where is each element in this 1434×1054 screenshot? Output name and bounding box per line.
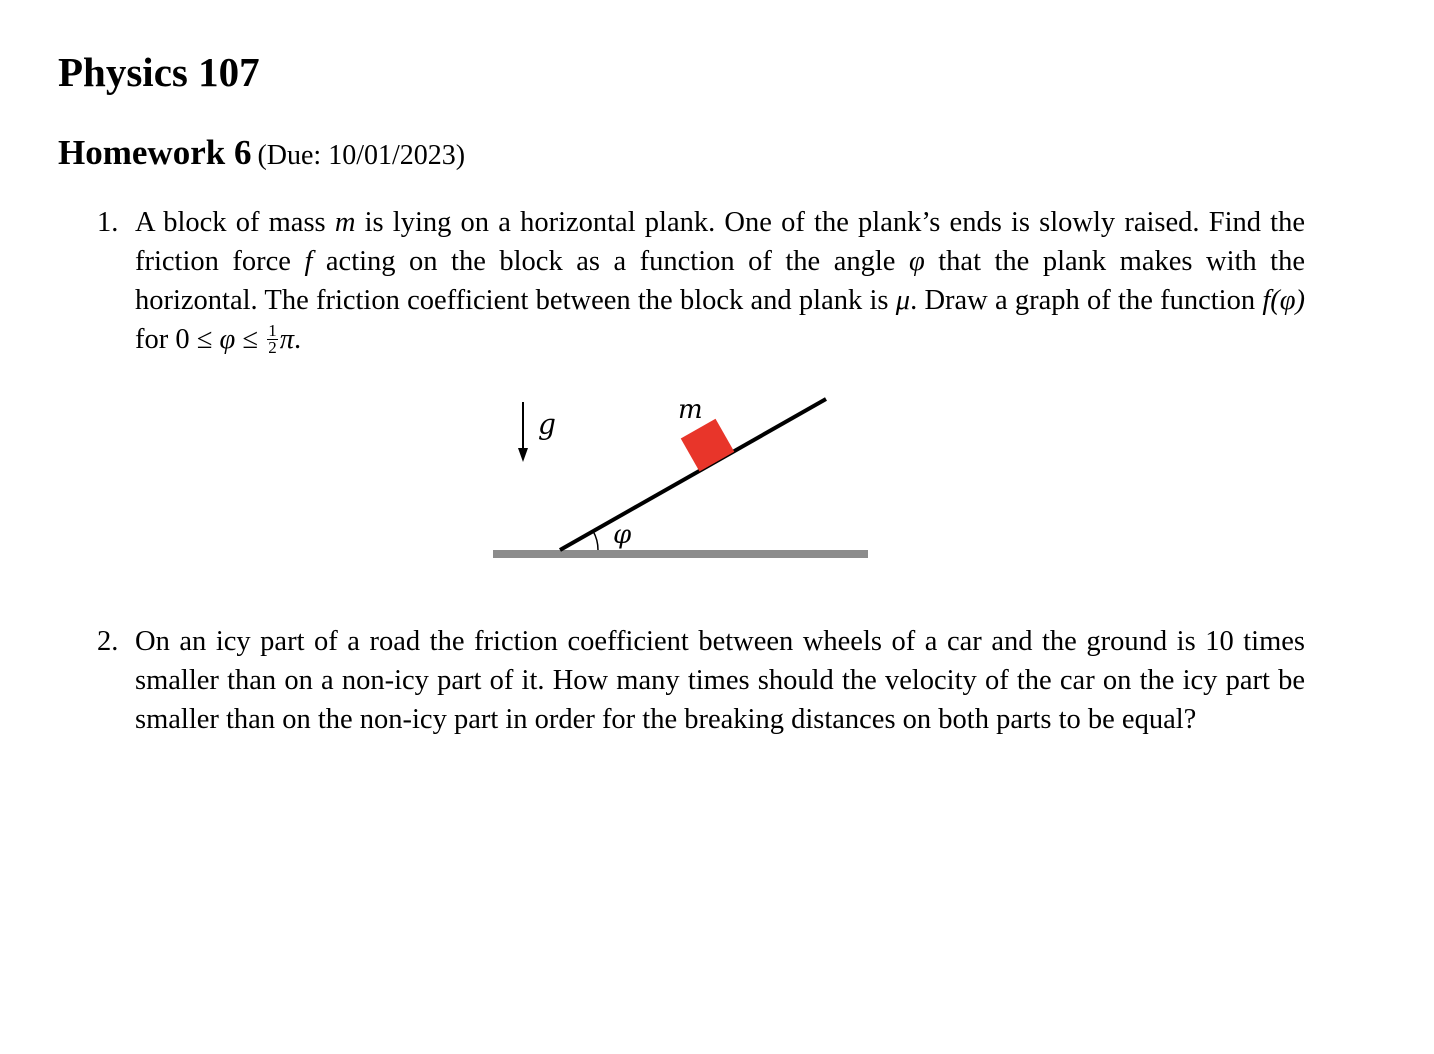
- ground-surface: [493, 550, 868, 558]
- gravity-arrow-head: [518, 448, 528, 462]
- math-argument: (φ): [1270, 285, 1305, 316]
- fraction-numerator: 1: [268, 320, 277, 340]
- problem-text: ≤: [235, 324, 266, 355]
- problem-text: for 0 ≤: [135, 324, 220, 355]
- mass-label: m: [678, 395, 703, 425]
- inclined-plank-figure: [480, 390, 880, 570]
- math-variable: f: [304, 246, 313, 277]
- problem-1: [97, 203, 1305, 359]
- math-function: f: [1262, 285, 1271, 316]
- math-variable: π: [279, 324, 294, 355]
- problem-text: A block of mass: [135, 207, 335, 238]
- problem-2: [97, 622, 1305, 739]
- problem-text: is lying on a horizontal plank. One of the plank’s ends is slowly raised. Find the friction force: [135, 207, 1305, 277]
- fraction-one-half: [267, 320, 278, 357]
- problem-text: . Draw a graph of the function: [910, 285, 1263, 316]
- angle-arc: [593, 531, 598, 550]
- problem-text: On an icy part of a road the friction coefficient between wheels of a car and the ground is 10 times smaller than on a non-icy part of it. How many times should the velocity of the car on the icy part be smaller than on the non-icy part in order for the breaking distances on both parts to be equal?: [135, 626, 1305, 735]
- homework-due-date: (Due: 10/01/2023): [257, 140, 466, 171]
- math-variable: φ: [908, 246, 925, 277]
- course-title: Physics 107: [58, 49, 260, 95]
- problem-text: acting on the block as a function of the angle: [312, 246, 909, 277]
- homework-heading: [58, 134, 465, 173]
- block-group: [681, 419, 735, 472]
- block-mass: [681, 419, 735, 472]
- math-variable: m: [334, 207, 356, 238]
- gravity-label: g: [538, 408, 556, 441]
- problem-number: 2.: [97, 626, 119, 657]
- problem-text: that the plank makes with the horizontal. The friction coefficient between the block and plank is: [135, 246, 1305, 316]
- problem-number: 1.: [97, 207, 119, 238]
- homework-title: Homework 6: [58, 133, 252, 172]
- math-variable: φ: [219, 324, 236, 355]
- math-variable: μ: [895, 285, 911, 316]
- fraction-denominator: 2: [268, 337, 277, 357]
- angle-label: φ: [613, 520, 632, 550]
- problem-text: .: [293, 324, 302, 355]
